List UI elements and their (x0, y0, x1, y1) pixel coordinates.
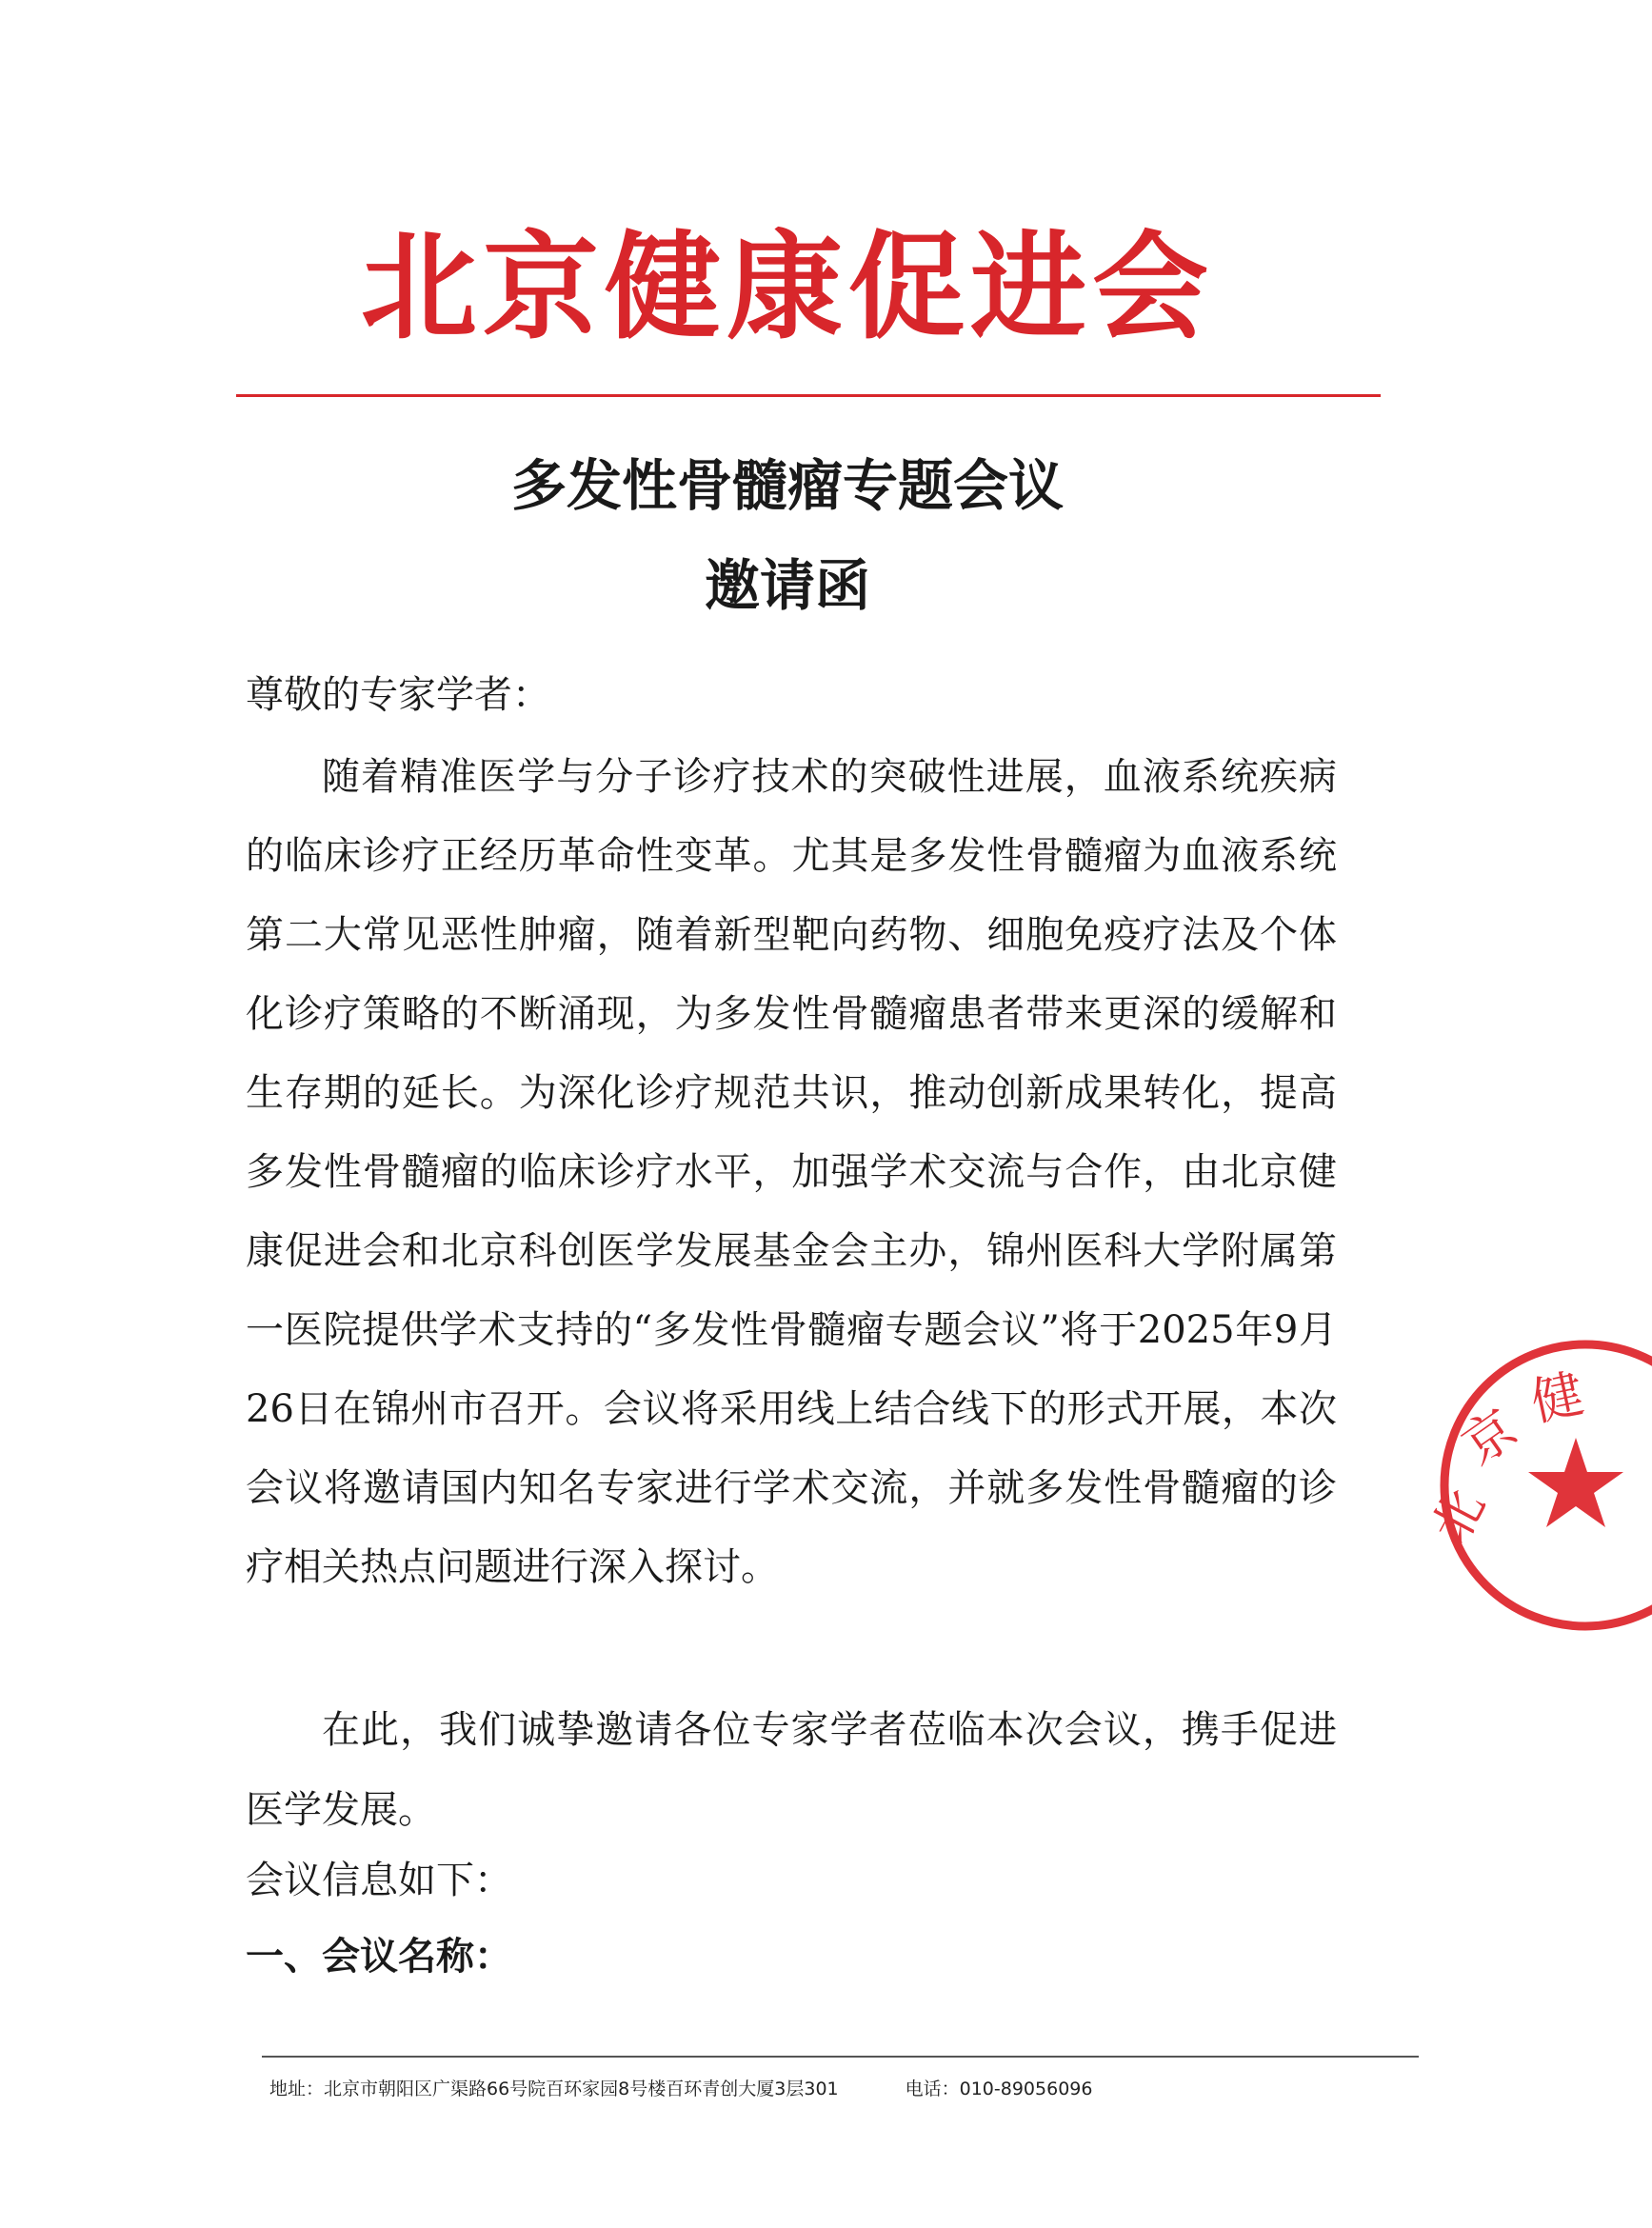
svg-text:京: 京 (1451, 1398, 1528, 1477)
official-seal-stamp (1404, 1333, 1652, 1638)
document-subtitle: 邀请函 (704, 553, 870, 618)
svg-text:北: 北 (1419, 1479, 1497, 1554)
footer-divider (262, 2056, 1419, 2058)
footer-contact (269, 2076, 1092, 2102)
footer-address: 地址：北京市朝阳区广渠路66号院百环家园8号楼百环青创大厦3层301 (269, 2079, 839, 2099)
letterhead-divider (236, 394, 1381, 397)
meeting-info-intro: 会议信息如下： (246, 1859, 512, 1902)
body-paragraph-2: 在此，我们诚挚邀请各位专家学者莅临本次会议，携手促进医学发展。 (246, 1708, 1337, 1832)
body-paragraph-1: 随着精准医学与分子诊疗技术的突破性进展，血液系统疾病的临床诊疗正经历革命性变革。尤其是多发性骨髓瘤为血液系统第二大常见恶性肿瘤，随着新型靶向药物、细胞免疫疗法及个体化诊疗策略的不断涌现，为多发性骨髓瘤患者带来更深的缓解和生存期的延长。为深化诊疗规范共识，推动创新成果转化，提高多发性骨髓瘤的临床诊疗水平，加强学术交流与合作，由北京健康促进会和北京科创医学发展基金会主办，锦州医科大学附属第一医院提供学术支持的“多发性骨髓瘤专题会议”将于2025年9月26日在锦州市召开。会议将采用线上结合线下的形式开展，本次会议将邀请国内知名专家进行学术交流，并就多发性骨髓瘤的诊疗相关热点问题进行深入探讨。 (246, 755, 1337, 1589)
document-title: 多发性骨髓瘤专题会议 (510, 453, 1064, 518)
salutation: 尊敬的专家学者： (246, 673, 550, 717)
section-heading-meeting-name: 一、会议名称： (246, 1934, 512, 1979)
footer-phone: 电话：010-89056096 (905, 2079, 1093, 2099)
svg-text:健: 健 (1525, 1363, 1589, 1433)
org-letterhead-title: 北京健康促进会 (361, 220, 1214, 355)
